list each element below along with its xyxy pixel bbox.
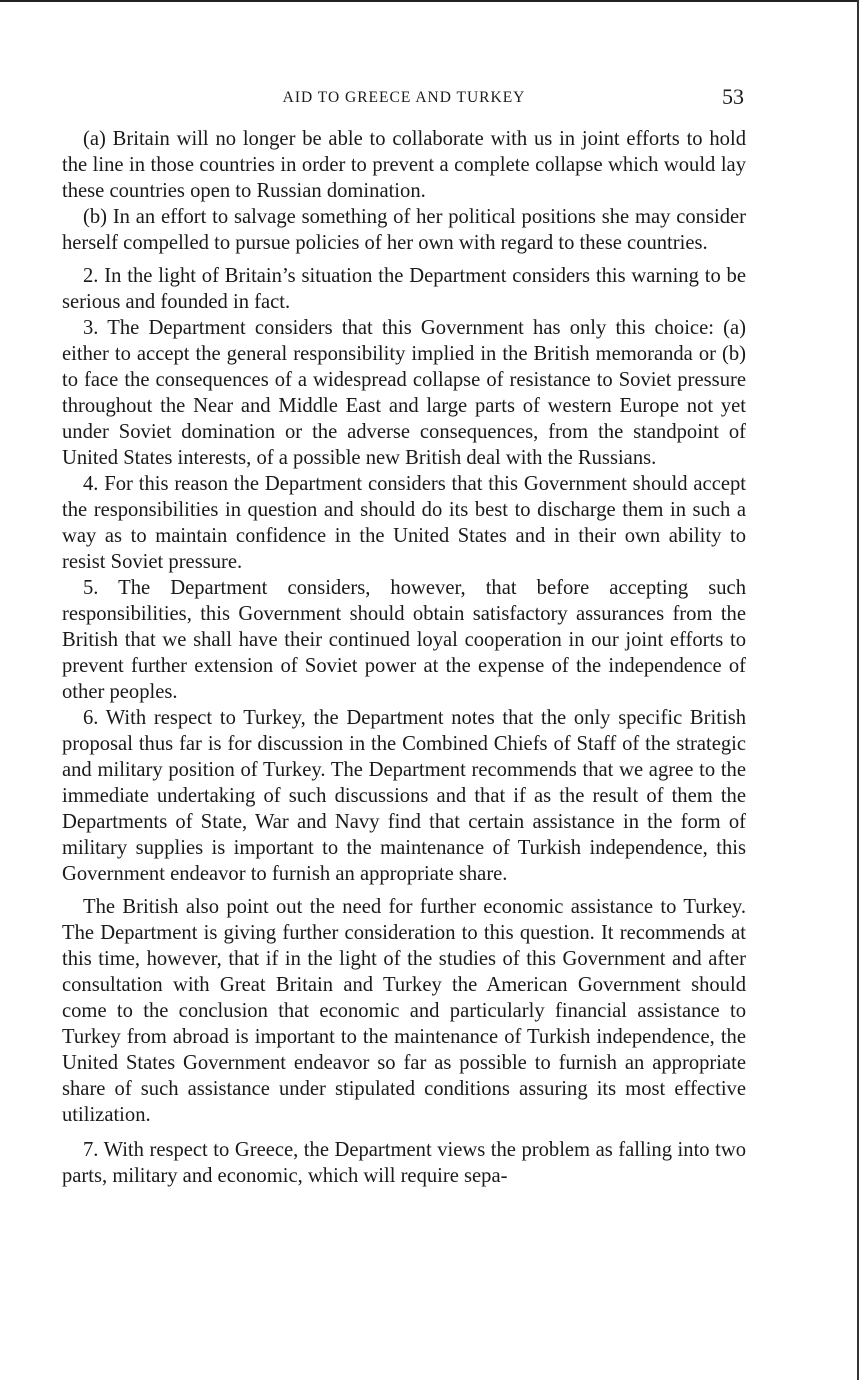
- paragraph-3: 3. The Department considers that this Government has only this choice: (a) either to accept the general responsibility implied in the British memoranda or (b) to face the consequences of a widespread collapse of resistance to Soviet pressure throughout the Near and Middle East and large parts of western Europe not yet under Soviet domination or the adverse consequences, from the standpoint of United States interests, of a possible new British deal with the Russians.: [62, 317, 746, 469]
- page-top-border: [0, 0, 858, 2]
- paragraph-6-continued: The British also point out the need for further economic assistance to Turkey. The Department is giving further consideration to this question. It recommends at this time, however, that if in the light of the studies of this Government and after consultation with Great Britain and Turkey the American Government should come to the conclusion that economic and particularly financial assistance to Turkey from abroad is important to the maintenance of Turkish independence, the United States Government endeavor so far as possible to furnish an appropriate share of such assistance under stipulated conditions assuring its most effective utilization.: [62, 896, 746, 1126]
- paragraph-1a: (a) Britain will no longer be able to collaborate with us in joint efforts to hold the line in those countries in order to prevent a complete collapse which would lay these countries open to Russian domination.: [62, 128, 746, 202]
- paragraph-7: 7. With respect to Greece, the Department views the problem as falling into two parts, military and economic, which will require sepa-: [62, 1139, 746, 1187]
- page-header: [62, 84, 746, 114]
- paragraph-5: 5. The Department considers, however, that before accepting such responsibilities, this Government should obtain satisfactory assurances from the British that we shall have their continued loyal cooperation in our joint efforts to prevent further extension of Soviet power at the expense of the independence of other peoples.: [62, 577, 746, 703]
- page-number: 53: [722, 84, 744, 109]
- paragraph-2: 2. In the light of Britain’s situation the Department considers this warning to be serious and founded in fact.: [62, 265, 746, 313]
- paragraph-1b: (b) In an effort to salvage something of her political positions she may consider herself compelled to pursue policies of her own with regard to these countries.: [62, 206, 746, 254]
- running-head: AID TO GREECE AND TURKEY: [282, 89, 526, 106]
- paragraph-6: 6. With respect to Turkey, the Department notes that the only specific British proposal thus far is for discussion in the Combined Chiefs of Staff of the strategic and military position of Turkey. The Department recommends that we agree to the immediate undertaking of such discussions and that if as the result of them the Departments of State, War and Navy find that certain assistance in the form of military supplies is important to the maintenance of Turkish independence, this Government endeavor to furnish an appropriate share.: [62, 707, 746, 885]
- page-right-border: [857, 0, 859, 1380]
- body-text: [62, 126, 746, 1189]
- paragraph-4: 4. For this reason the Department considers that this Government should accept the responsibilities in question and should do its best to discharge them in such a way as to maintain confidence in the United States and in their own ability to resist Soviet pressure.: [62, 473, 746, 573]
